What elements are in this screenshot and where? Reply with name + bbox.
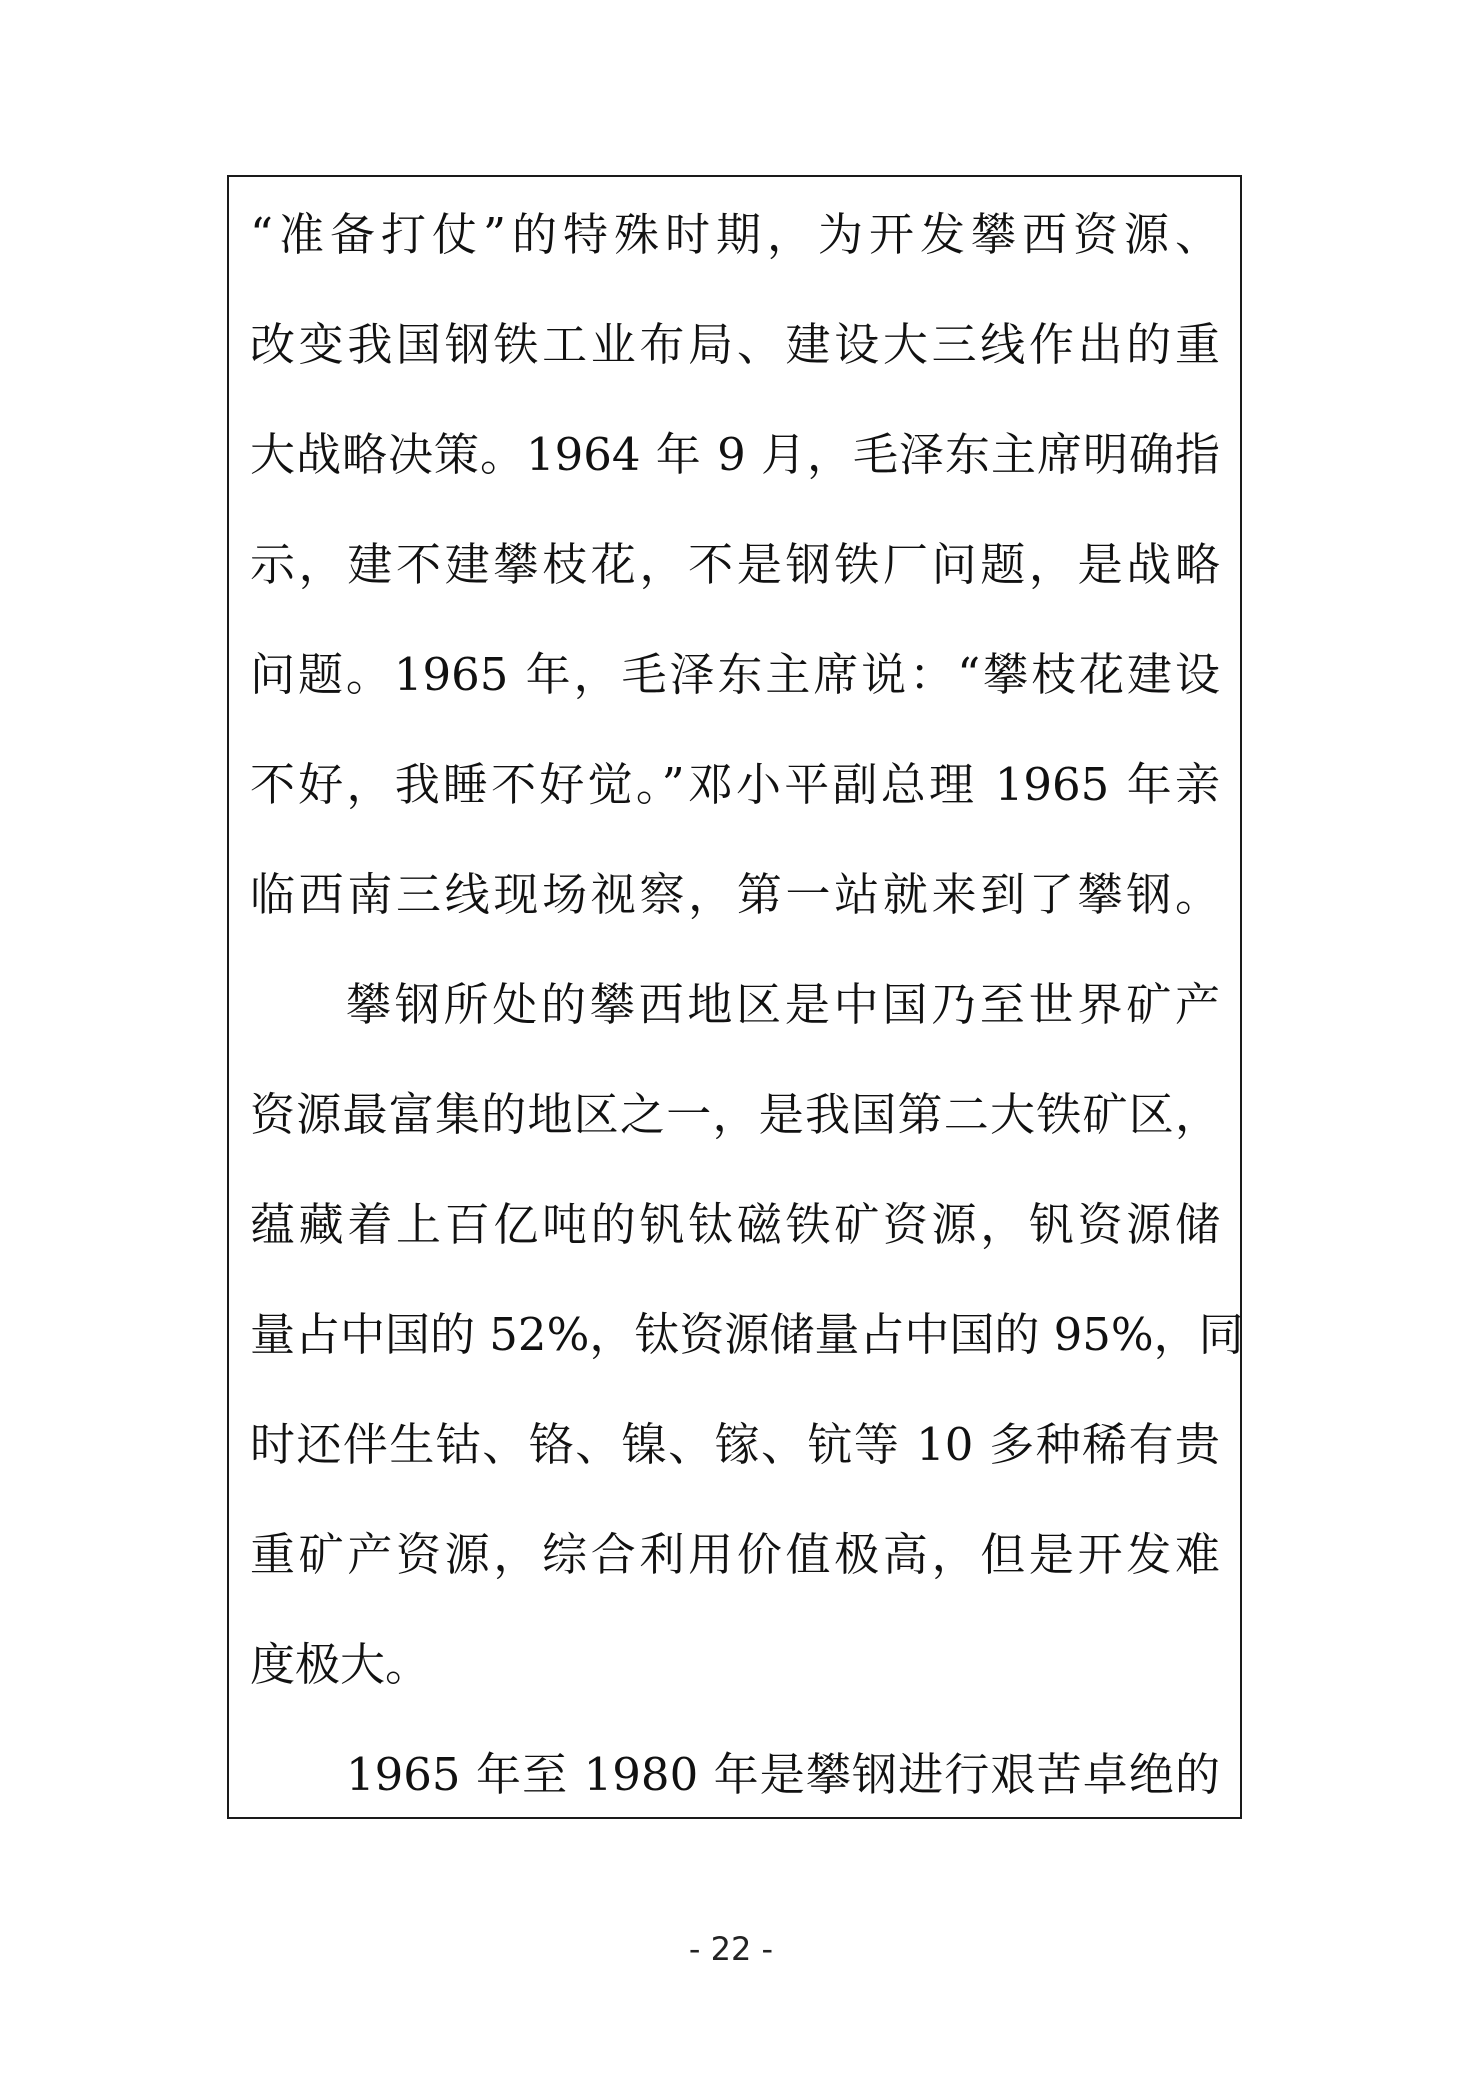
text-line: 临西南三线现场视察，第一站就来到了攀钢。 bbox=[250, 868, 1220, 921]
text-line: 时还伴生钴、铬、镍、镓、钪等 10 多种稀有贵 bbox=[250, 1418, 1220, 1471]
text-line: 资源最富集的地区之一，是我国第二大铁矿区， bbox=[250, 1088, 1220, 1141]
text-line: 量占中国的 52%，钛资源储量占中国的 95%，同 bbox=[250, 1308, 1244, 1361]
text-line: 改变我国钢铁工业布局、建设大三线作出的重 bbox=[250, 318, 1220, 371]
paragraph-first-line: 攀钢所处的攀西地区是中国乃至世界矿产 bbox=[346, 978, 1220, 1031]
text-line: 度极大。 bbox=[250, 1638, 431, 1691]
text-line: 蕴藏着上百亿吨的钒钛磁铁矿资源，钒资源储 bbox=[250, 1198, 1220, 1251]
text-line: 重矿产资源，综合利用价值极高，但是开发难 bbox=[250, 1528, 1220, 1581]
page-number: - 22 - bbox=[688, 1930, 774, 1968]
paragraph-first-line: 1965 年至 1980 年是攀钢进行艰苦卓绝的 bbox=[346, 1748, 1220, 1801]
text-line: 大战略决策。1964 年 9 月，毛泽东主席明确指 bbox=[250, 428, 1220, 481]
text-line: 问题。1965 年，毛泽东主席说：“攀枝花建设 bbox=[250, 648, 1220, 701]
text-line: “准备打仗”的特殊时期，为开发攀西资源、 bbox=[250, 208, 1220, 261]
text-line: 不好，我睡不好觉。”邓小平副总理 1965 年亲 bbox=[250, 758, 1220, 811]
text-line: 示，建不建攀枝花，不是钢铁厂问题，是战略 bbox=[250, 538, 1220, 591]
